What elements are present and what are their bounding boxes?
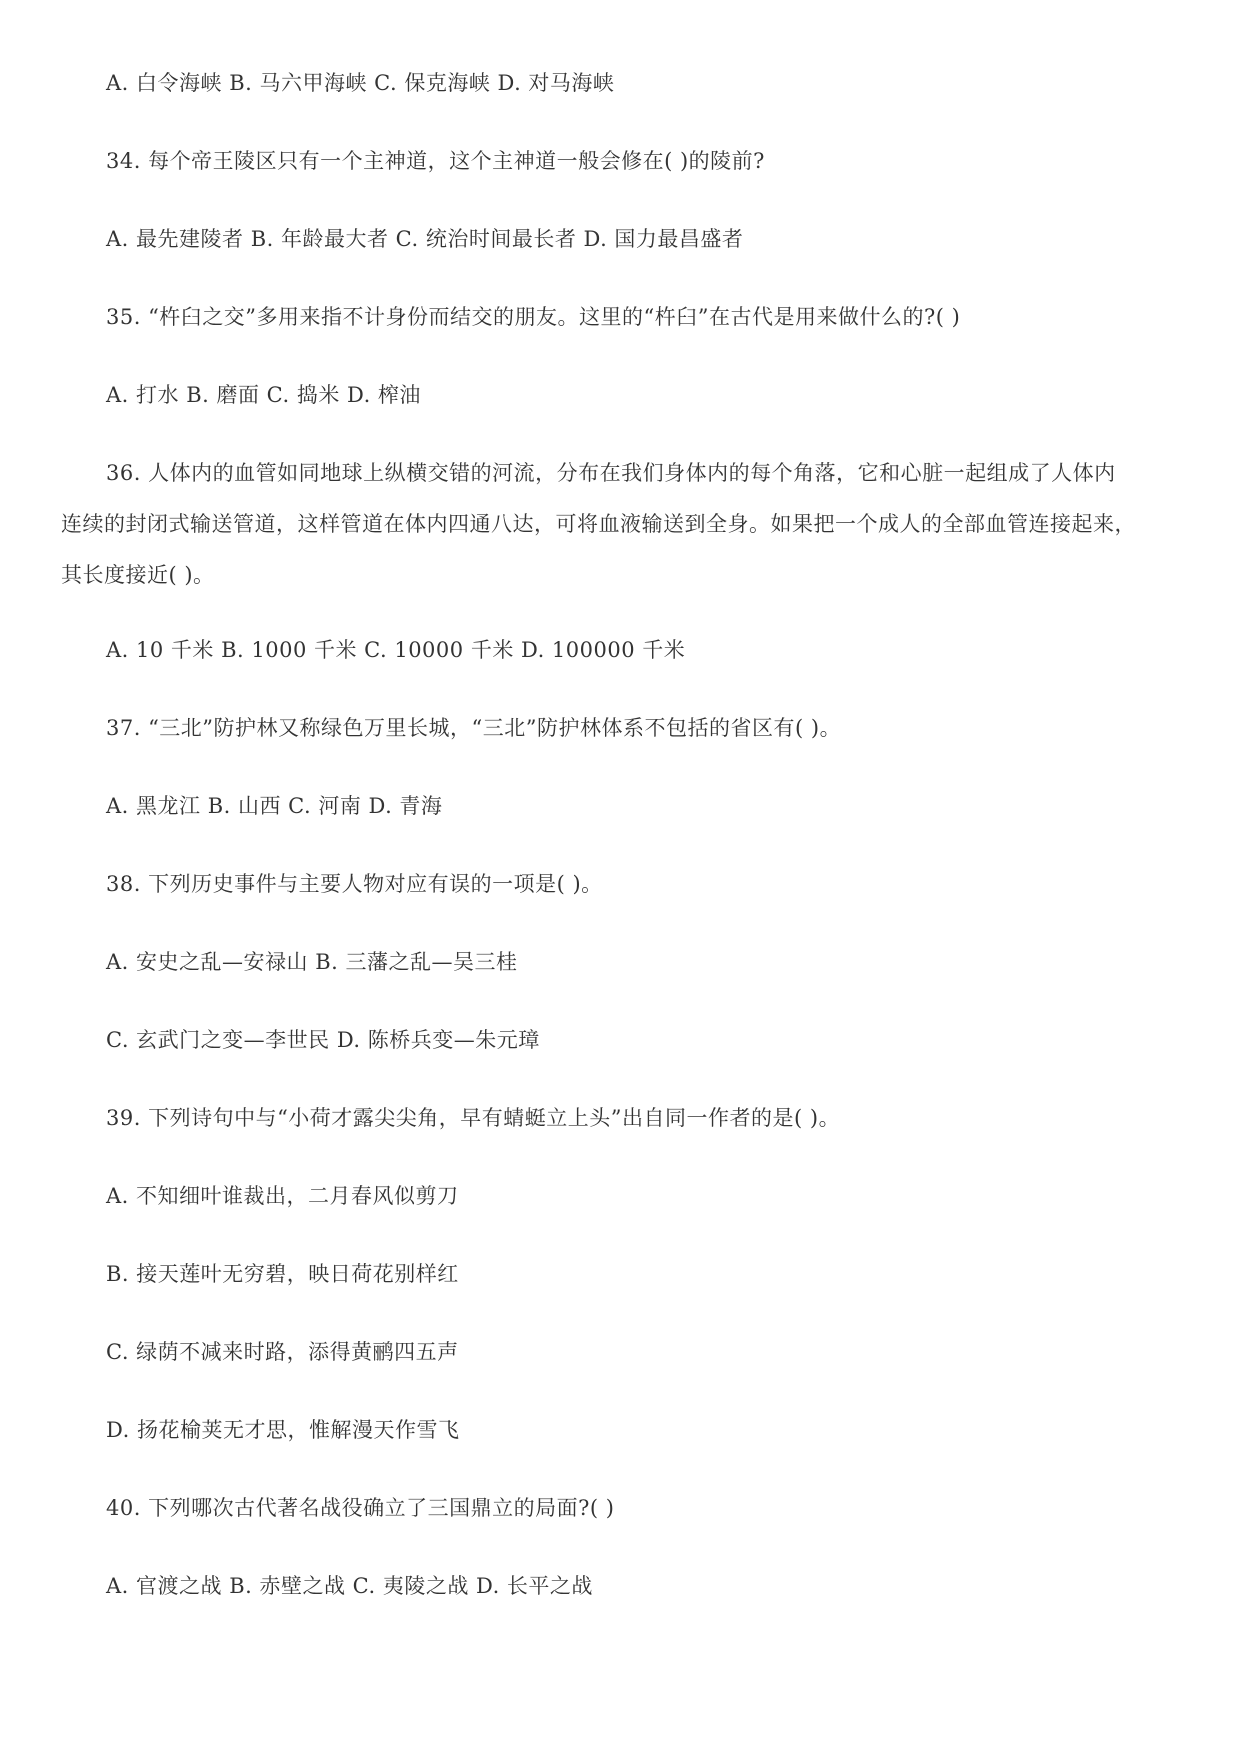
- q33-options: A. 白令海峡 B. 马六甲海峡 C. 保克海峡 D. 对马海峡: [106, 71, 615, 95]
- q39-option-a: A. 不知细叶谁裁出，二月春风似剪刀: [106, 1184, 459, 1208]
- q39-option-d: D. 扬花榆荚无才思，惟解漫天作雪飞: [106, 1418, 460, 1442]
- q40-options: A. 官渡之战 B. 赤壁之战 C. 夷陵之战 D. 长平之战: [106, 1574, 593, 1598]
- q38-options-ab: A. 安史之乱—安禄山 B. 三藩之乱—吴三桂: [106, 950, 518, 974]
- q36-question-line-3: 其长度接近( )。: [61, 563, 215, 587]
- q35-question: 35. “杵臼之交”多用来指不计身份而结交的朋友。这里的“杵臼”在古代是用来做什么的?( ): [106, 305, 961, 329]
- q36-question-line-1: 36. 人体内的血管如同地球上纵横交错的河流，分布在我们身体内的每个角落，它和心脏一起组成了人体内: [106, 461, 1116, 485]
- q38-question: 38. 下列历史事件与主要人物对应有误的一项是( )。: [106, 872, 603, 896]
- q35-options: A. 打水 B. 磨面 C. 捣米 D. 榨油: [106, 383, 421, 407]
- q39-option-b: B. 接天莲叶无穷碧，映日荷花别样红: [106, 1262, 459, 1286]
- q36-options: A. 10 千米 B. 1000 千米 C. 10000 千米 D. 100000 千米: [106, 638, 686, 662]
- q37-question: 37. “三北”防护林又称绿色万里长城，“三北”防护林体系不包括的省区有( )。: [106, 716, 842, 740]
- q37-options: A. 黑龙江 B. 山西 C. 河南 D. 青海: [106, 794, 443, 818]
- q38-options-cd: C. 玄武门之变—李世民 D. 陈桥兵变—朱元璋: [106, 1028, 540, 1052]
- q34-options: A. 最先建陵者 B. 年龄最大者 C. 统治时间最长者 D. 国力最昌盛者: [106, 227, 744, 251]
- q39-question: 39. 下列诗句中与“小荷才露尖尖角，早有蜻蜓立上头”出自同一作者的是( )。: [106, 1106, 841, 1130]
- q36-question-line-2: 连续的封闭式输送管道，这样管道在体内四通八达，可将血液输送到全身。如果把一个成人的全部血管连接起来，: [61, 512, 1136, 536]
- q39-option-c: C. 绿荫不减来时路，添得黄鹂四五声: [106, 1340, 459, 1364]
- q34-question: 34. 每个帝王陵区只有一个主神道，这个主神道一般会修在( )的陵前?: [106, 149, 765, 173]
- q40-question: 40. 下列哪次古代著名战役确立了三国鼎立的局面?( ): [106, 1496, 615, 1520]
